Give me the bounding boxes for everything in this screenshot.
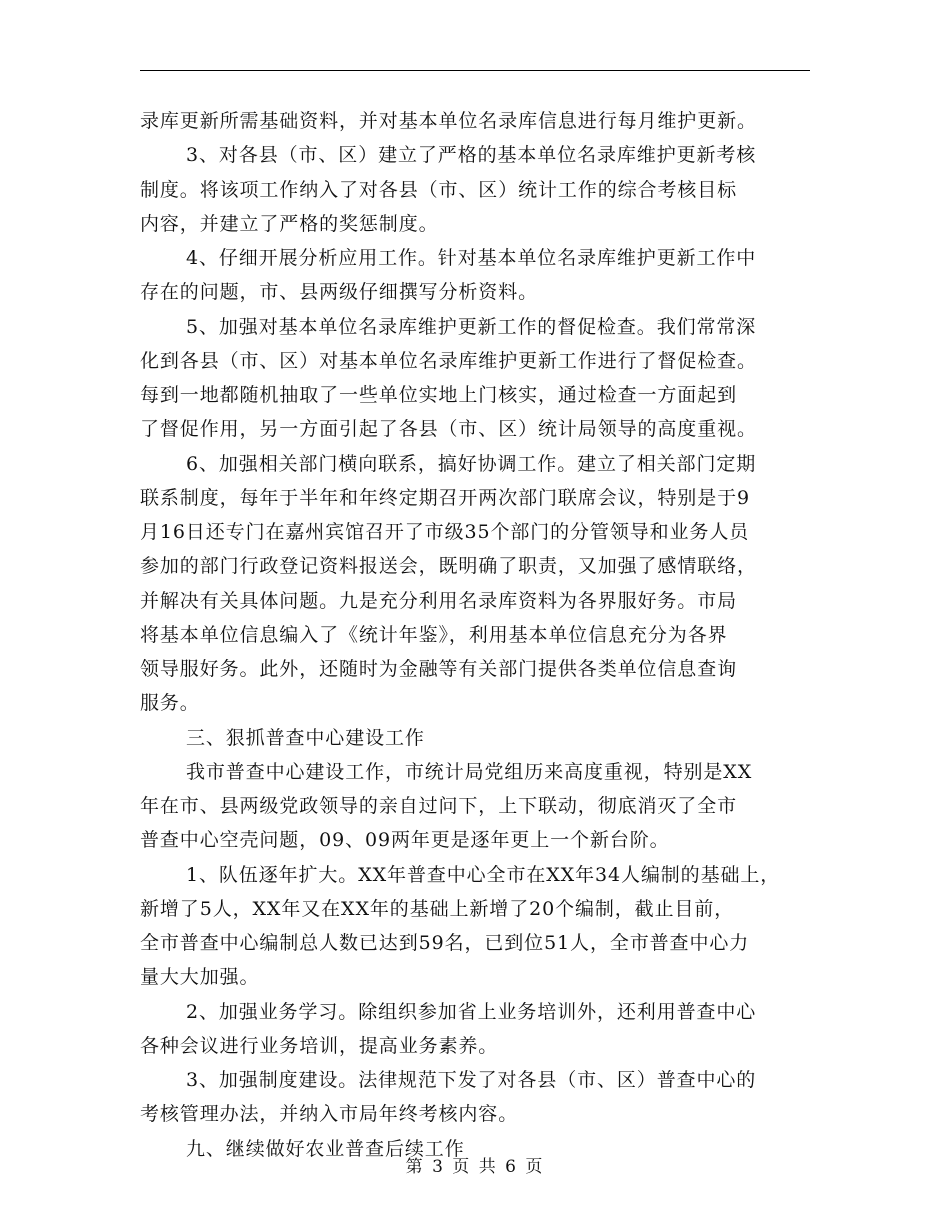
document-body bbox=[140, 104, 810, 1166]
text-line: 年在市、县两级党政领导的亲自过问下，上下联动，彻底消灭了全市 bbox=[140, 795, 738, 817]
text-line: 每到一地都随机抽取了一些单位实地上门核实，通过检查一方面起到 bbox=[140, 384, 738, 406]
text-line: 并解决有关具体问题。九是充分利用名录库资料为各界服好务。市局 bbox=[140, 589, 738, 612]
text-line: 1、队伍逐年扩大。XX年普查中心全市在XX年34人编制的基础上， bbox=[186, 863, 781, 886]
text-line: 2、加强业务学习。除组织参加省上业务培训外，还利用普查中心 bbox=[186, 1000, 757, 1023]
header-rule bbox=[140, 70, 810, 71]
footer-prefix: 第 bbox=[405, 1157, 425, 1177]
text-line: 录库更新所需基础资料，并对基本单位名录库信息进行每月维护更新。 bbox=[140, 110, 757, 132]
text-line: 化到各县（市、区）对基本单位名录库维护更新工作进行了督促检查。 bbox=[140, 349, 757, 372]
footer-total-pages: 6 bbox=[505, 1157, 518, 1177]
text-line: 制度。将该项工作纳入了对各县（市、区）统计工作的综合考核目标 bbox=[140, 178, 738, 201]
text-line: 九、继续做好农业普查后续工作 bbox=[186, 1137, 465, 1160]
text-line: 参加的部门行政登记资料报送会，既明确了职责，又加强了感情联络， bbox=[140, 555, 757, 578]
footer-middle: 页 共 bbox=[452, 1157, 498, 1177]
text-line: 联系制度，每年于半年和年终定期召开两次部门联席会议，特别是于9 bbox=[140, 486, 750, 509]
text-line: 服务。 bbox=[140, 692, 200, 715]
text-line: 将基本单位信息编入了《统计年鉴》，利用基本单位信息充分为各界 bbox=[140, 623, 728, 646]
text-line: 3、加强制度建设。法律规范下发了对各县（市、区）普查中心的 bbox=[186, 1069, 757, 1091]
text-line: 考核管理办法，并纳入市局年终考核内容。 bbox=[140, 1103, 519, 1126]
text-line: 普查中心空壳问题，09、09两年更是逐年更上一个新台阶。 bbox=[140, 829, 670, 852]
text-line: 月16日还专门在嘉州宾馆召开了市级35个部门的分管领导和业务人员 bbox=[140, 521, 750, 543]
footer-current-page: 3 bbox=[432, 1157, 445, 1177]
text-line: 存在的问题，市、县两级仔细撰写分析资料。 bbox=[140, 281, 539, 304]
text-line: 领导服好务。此外，还随时为金融等有关部门提供各类单位信息查询 bbox=[140, 658, 738, 680]
text-line: 全市普查中心编制总人数已达到59名，已到位51人，全市普查中心力 bbox=[140, 932, 750, 954]
text-line: 我市普查中心建设工作，市统计局党组历来高度重视，特别是XX bbox=[186, 760, 753, 783]
footer-suffix: 页 bbox=[525, 1157, 545, 1177]
text-line: 了督促作用，另一方面引起了各县（市、区）统计局领导的高度重视。 bbox=[140, 418, 757, 441]
text-line: 量大大加强。 bbox=[140, 966, 260, 989]
text-line: 内容，并建立了严格的奖惩制度。 bbox=[140, 212, 439, 235]
text-line: 6、加强相关部门横向联系，搞好协调工作。建立了相关部门定期 bbox=[186, 452, 757, 475]
text-line: 5、加强对基本单位名录库维护更新工作的督促检查。我们常常深 bbox=[186, 315, 757, 338]
text-line: 各种会议进行业务培训，提高业务素养。 bbox=[140, 1034, 499, 1057]
text-line: 三、狠抓普查中心建设工作 bbox=[186, 726, 425, 749]
text-line: 新增了5人，XX年又在XX年的基础上新增了20个编制，截止目前， bbox=[140, 897, 735, 920]
text-line: 3、对各县（市、区）建立了严格的基本单位名录库维护更新考核 bbox=[186, 144, 757, 167]
text-line: 4、仔细开展分析应用工作。针对基本单位名录库维护更新工作中 bbox=[186, 247, 757, 269]
page-footer bbox=[0, 1152, 950, 1177]
